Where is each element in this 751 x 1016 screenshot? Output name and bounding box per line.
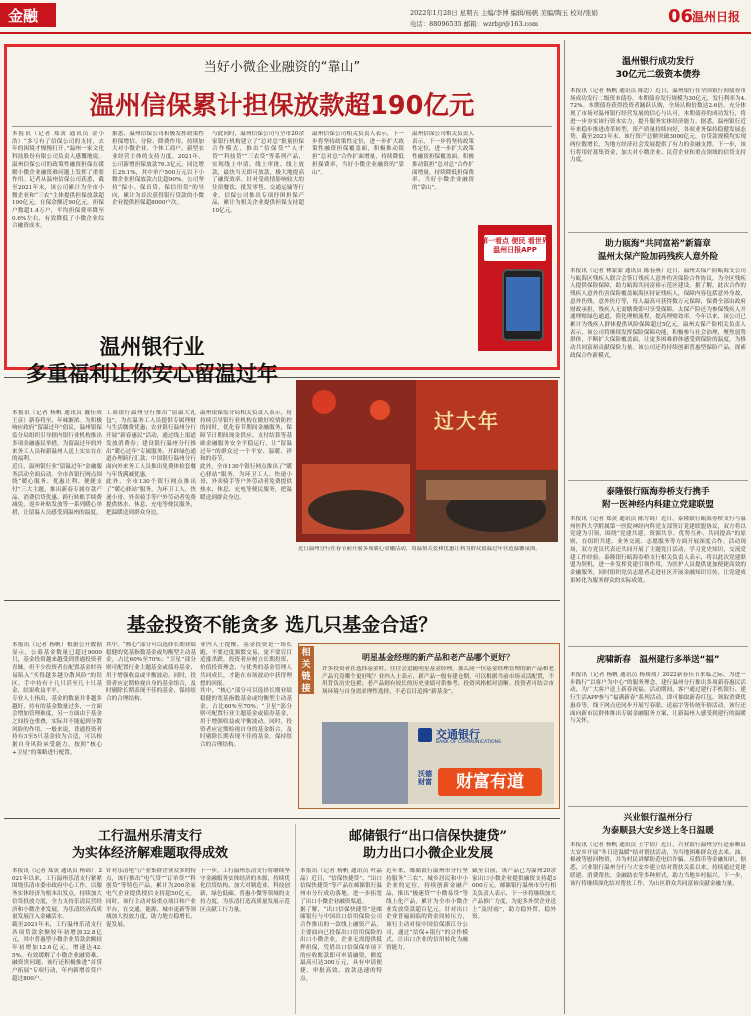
lead-kicker: 当好小微企业融资的“靠山” (203, 60, 361, 75)
app-ad-screen (506, 277, 540, 331)
header-contact: 电话：88096535 邮箱：wzrbjr@163.com (410, 20, 539, 28)
sidebar3-headline-text-1: 泰隆银行瓯海券桥支行携手 (606, 487, 710, 497)
sidebar5-headline (568, 812, 748, 838)
bocom-ad[interactable] (322, 722, 554, 804)
sidebar1-body: 本报讯（记者 杨帆 通讯员 陈思）近日，温州银行在全国银行间债券市场成功发行二级资本债券。本期债券发行规模为30亿元，发行利率为4.72%。本期债券获得投资者踊跃认购，全场认购倍数达2.6倍，充分体现了市场对温州银行经营发展的信心与认可。本期债券的成功发行，将进一步夯实该行资本实力，提升服务实体经济能力。据悉，温州银行近年来稳步推进改革转型，资产质量持续向好，各项业务保持稳健发展态势。截至2021年末，该行资产总额突破3000亿元，存贷款规模均实现两位数增长，为地方经济社会发展提供了有力的金融支撑。下一步，该行将用好募集资金，加大对小微企业、民营企业和重点领域的信贷支持力度。 (570, 88, 746, 164)
story2-col3 (200, 410, 292, 578)
story2-headline-text-1: 温州银行业 (99, 334, 205, 359)
sidebar-rule (568, 232, 748, 233)
lead-body-col4 (312, 131, 404, 363)
story4-col2 (106, 868, 196, 1014)
lead-body-col1 (12, 131, 104, 363)
story5-paragraph: 近年来，邮储银行温州市分行坚持服务“三农”、城乡居民和中小企业的定位，持续创新金融产品，推出“极速贷”“小微易贷”等线上化产品，累计为全市小微企业发放贷款超百亿元。针对出口企业普遍面临的资金周转压力，该行主动对接中国信保浙江分公司，通过“信保+银行”的合作模式，让出口企业的信用转化为融资能力。 (386, 868, 468, 952)
story3-paragraph: 其中，“核心”部分可以选择长期业绩稳健的宽基指数基金或均衡型主动基金，占比60%至70%；“卫星”部分则可配置行业主题基金或债券基金，用于增强收益或平衡波动。同时，投资者应定期检视自身的基金组合，及时剔除长期表现不佳的基金，保持组合的合理结构。 (200, 688, 292, 749)
bocom-ad-photo (322, 722, 408, 804)
crowd-photo (308, 490, 404, 530)
story2-headline-text-2: 多重福利让你安心留温过年 (26, 361, 278, 386)
story3-paragraph: 业内人士提醒，基金投资是一场长跑，不要过度频繁交易，更不要盲目追涨杀跌。投资者应树立长期投资、价值投资理念，与优秀的基金管理人共同成长，才能在市场波动中获得理想的回报。 (200, 642, 292, 687)
story3-paragraph: 专业人士指出，基金的数量并非越多越好，持有的基金数量过多，一方面会增加管理难度，另一方面由于基金之间持仓重叠，实际并不能起到分散风险的作用。一般来说，普通投资者持有3至5只基金较为合适，可以根据自身风险承受能力，按照“核心+卫星”的策略进行配置。 (12, 695, 102, 756)
sidebar2-headline-text-1: 助力瓯海“共同富裕”新篇章 (605, 239, 711, 249)
story3-paragraph: 本报讯（记者 杨帆）根据公开数据显示，公募基金数量已超过9000只，基金投资越来越受到普通投资者青睐。但不少投资者在配置基金时容易陷入“买得越多越分散风险”的误区，手中持有十几只甚至几十只基金，结果收益平平。 (12, 642, 102, 695)
sidebar2-headline (568, 238, 748, 264)
story3-headline: 基金投资不能贪多 选几只基金合适？ (126, 614, 438, 636)
counter-photo (426, 480, 546, 500)
story5-col2 (386, 868, 468, 1014)
story4-paragraph: 针对乐清电气产业集群企业众多的特点，该行推出“电气贷”“订单贷”“科创贷”等特色产品，累计为200余家电气企业提供授信支持超50亿元。同时，该行主动对接重点项目和产业平台，在交通、能源、城市更新等领域加大投放力度，助力地方稳增长、促发展。 (106, 868, 196, 928)
sidebar4-headline: 虎啸新春 温州建行多举送“福” (596, 655, 720, 665)
lantern-icon (312, 390, 336, 414)
story5-headline (300, 828, 556, 863)
story2-paragraph: 工商银行温州分行推出“留温大礼包”，为在温务工人员提供专属理财与生活缴费优惠；农业银行温州分行开展“新春惠民”活动，通过线上渠道发放消费券；建设银行温州分行推出“暖心过年”专属服务，开辟绿色通道办理跨行汇款；中国银行温州分行面向外来务工人员推出免费体检套餐与年货满减优惠。 (106, 410, 196, 478)
sidebar3-body: 本报讯（记者 郑黄 通讯员 陈方绮）近日，泰隆银行瓯海券桥支行与温州医科大学附属第一医院神经内科党支部签订党建联盟协议，双方将以党建为引领，围绕“党建共建、资源共享、优势互补、共同提高”的原则，在组织共建、业务交流、志愿服务等方面开展深度合作。活动现场，双方党员代表还共同开展了主题党日活动，学习党史知识，交流党建工作经验。泰隆银行瓯海券桥支行相关负责人表示，将以此次党建联盟为契机，进一步发挥党建引领作用，为医护人员提供更加便捷高效的金融服务，同时组织党员志愿者走进社区开展金融知识宣传，让党建成果转化为服务群众的实际成效。 (570, 516, 746, 584)
section-title: 金融 (8, 7, 39, 25)
story3-paragraph: 其中，“核心”部分可以选择长期业绩稳健的宽基指数基金或均衡型主动基金，占比60%至70%；“卫星”部分则可配置行业主题基金或债券基金，用于增强收益或平衡波动。同时，投资者应定期检视自身的基金组合，及时剔除长期表现不佳的基金，保持组合的合理结构。 (106, 642, 196, 702)
lead-paragraph: 温州信保公司相关负责人表示，下一步将坚持政策性定位，进一步扩大政策性融资担保覆盖面，积极推动银担“总对总”合作扩面增量，持续降低担保费率，当好小微企业融资的“靠山”。 (412, 131, 474, 191)
sidebar1-headline (568, 56, 748, 82)
section-divider (4, 600, 560, 601)
sidebar1-headline-text-1: 温州银行成功发行 (621, 57, 694, 67)
header-date-line: 2022年1月28日 星期五 主编/李博 编辑/杨帆 美编/陶玉 校对/张娟 (410, 9, 598, 17)
story5-paragraph: 截至目前，该产品已为温州20余家出口小微企业提供融资支持超3000万元。邮储银行温州市分行相关负责人表示，下一步将继续加大产品推广力度，为更多外贸企业送上“及时雨”，助力稳外贸、稳外资。 (472, 868, 556, 921)
festival-sign-text: 过大年 (434, 409, 500, 433)
story4-col3 (200, 868, 290, 1014)
story2-headline (12, 334, 292, 388)
story2-paragraph: 近日，温州银行业“留温过年”金融服务活动全面启动。全市各银行网点围绕“暖心服务、优惠让利、便捷支付”三大主题，推出新春专属存款产品、消费信贷优惠、跨行转账手续费减免、返乡补贴发放等一系列暖心举措，让留温人员感受到温州的温度。 (12, 463, 102, 517)
sidebar3-headline (568, 486, 748, 512)
story4-paragraph: 截至2021年末，工行温州乐清支行各项贷款余额较年初增加32.8亿元，其中普惠型小微企业贷款余额较年初增加12.6亿元，增速达42.5%，有效缓解了小微企业融资难、融资贵问题。该行还积极推进“首贷户拓展”专项行动，年内新增首贷户超过800户。 (12, 921, 102, 982)
related-link-body: 许多投资者在选择基金时，往往会追随明星基金经理。那么同一位基金经理管理的新产品和老产品究竟哪个更好呢？业内人士表示，新产品一般有建仓期，可以根据当前市场灵活配置，不用背负历史包袱；老产品则有较长的历史业绩可供参考，投资风格相对清晰。投资者可结合市场环境与自身需求理性选择，不必盲目追捧“新基金”。 (322, 666, 554, 696)
paper-name: 温州日报 (692, 10, 741, 24)
lantern-icon (370, 400, 390, 420)
sidebar-rule (568, 480, 748, 481)
story2-paragraph: 温州银保监分局相关负责人表示，将持续引导银行业机构在做好疫情防控的同时，优化春节期间金融服务，保障节日期间现金供应、支付结算等基础金融服务安全平稳运行，让“留温过年”的群众过一个平安、温暖、祥和的春节。 (200, 410, 292, 463)
sidebar5-headline-text-2: 为泰顺县大安乡送上冬日温暖 (602, 826, 714, 836)
story5-headline-text-2: 助力出口小微企业发展 (362, 846, 493, 861)
story4-headline (8, 828, 292, 863)
sidebar2-body: 本报讯（记者 林蒙蒙 通讯员 陈春燕）近日，温州太保产险瓯海支公司与瓯海区残疾人联合会签订残疾人意外伤害保险合作协议，为全区残疾人提供保险保障，助力瓯海共同富裕示范区建设。据了解，此次合作的残疾人意外伤害保险覆盖瓯海区持证残疾人，保障内容包括意外身故、意外伤残、意外医疗等，每人最高可获得数万元保障，保费全部由政府财政承担，残疾人无需缴费即可享受保障。太保产险还为参保残疾人开通理赔绿色通道，简化理赔流程，提高理赔效率。今年以来，该公司已累计为残疾人群体提供风险保障超过5亿元。温州太保产险相关负责人表示，该公司将继续发挥保险保障功能，积极参与社会治理，聚焦弱势群体，不断扩大保险覆盖面，让更多困难群体感受到保险的温度，为推动共同富裕贡献保险力量。该公司还将持续创新普惠型保险产品，探索政保合作新模式。 (570, 268, 746, 359)
sidebar-divider (564, 40, 565, 1014)
story5-col1 (300, 868, 382, 1014)
lead-paragraph: 据悉，温州信保公司积极发挥政策性担保增信、分险、降费作用，持续加大对小微企业、个体工商户、新型农业经营主体的支持力度。2021年，公司新增担保放款76.3亿元，同比增长29.1%，其中单户500万元以下小微企业担保放款占比超90%。公司坚持“保小、保首贷、保信用贷”的导向，累计为首次获得银行贷款的小微企业提供担保超8000户次。 (112, 131, 204, 207)
page-header (0, 0, 751, 34)
lead-body-col5 (412, 131, 474, 363)
page-number: 06 (668, 6, 694, 27)
story4-paragraph: 本报讯（记者 郑黄 通讯员 杨锦） 2021年以来，工行温州乐清支行紧紧围绕乐清市委市政府中心工作，以服务实体经济为根本出发点，持续加大信贷投放力度，全力支持乐清民营经济和小微企业发展，为乐清经济高质量发展注入金融活水。 (12, 868, 102, 921)
story2-paragraph: 此外，全市130个银行网点推出了“暖心驿站”服务，为环卫工人、快递小哥、外卖骑手等户外劳动者免费提供热水、休息、充电等便民服务，把温暖送到群众身边。 (106, 479, 196, 517)
story4-paragraph: 下一步，工行温州乐清支行将继续坚守金融服务实体经济的本源，持续优化信贷结构，加大对制造业、科技创新、绿色低碳、普惠小微等领域的支持力度，为乐清打造高质量发展示范区贡献工行力量。 (200, 868, 290, 913)
lead-divider (12, 126, 552, 127)
story2-col2 (106, 410, 196, 578)
story4-headline-text-1: 工行温州乐清支行 (97, 829, 202, 844)
lead-paragraph: 温州信保公司相关负责人表示，下一步将坚持政策性定位，进一步扩大政策性融资担保覆盖面，积极推动银担“总对总”合作扩面增量，持续降低担保费率，当好小微企业融资的“靠山”。 (312, 131, 404, 176)
sidebar1-headline-text-2: 30亿元二级资本债券 (615, 70, 701, 80)
story4-headline-text-2: 为实体经济解难题取得成效 (71, 846, 228, 861)
column-divider (295, 824, 296, 1014)
sidebar2-headline-text-2: 温州太保产险加码残疾人意外险 (597, 252, 719, 262)
story5-col3 (472, 868, 556, 1014)
story2-col1 (12, 410, 102, 578)
bocom-slogan: 财富有道 (438, 768, 542, 796)
sidebar5-body: 本报讯（记者 杨帆 通讯员 王宇倩）近日，兴业银行温州分行赴泰顺县大安乡开展“冬日送温暖”结对帮扶活动，为当地困难群众送去米、油、棉被等慰问物资，并为村民讲解防范电信诈骗、反假币等金融知识。据悉，兴业银行温州分行与大安乡建立结对帮扶关系以来，持续通过党建联建、消费帮扶、金融助农等多种形式，助力当地乡村振兴。下一步，该行将继续深化结对帮扶工作，为山区群众共同富裕贡献金融力量。 (570, 842, 746, 887)
app-ad-text: 第一看点 便民 看世界 温州日报APP (481, 237, 549, 254)
bocom-slogan-small: 沃德财富 (418, 770, 432, 786)
story5-paragraph: 本报讯（记者 杨帆 通讯员 叶晶晶）近日，“信保快捷贷”、“出口信保快捷贷”等产品在邮储银行温州市分行成功落地，进一步拓宽了出口小微企业融资渠道。 (300, 868, 382, 905)
bocom-name-en: BANK OF COMMUNICATIONS (436, 740, 501, 745)
story3-col3 (200, 642, 292, 810)
lead-body-col2 (112, 131, 204, 363)
story5-paragraph: 据了解，“出口信保快捷贷”是邮储银行与中国出口信用保险公司合作推出的一款线上融资产品，主要面向已投保出口信用保险的出口小微企业。企业无需提供抵押担保，凭借出口信保保单项下的应收账款即可申请融资，额度最高可达300万元，具有申请便捷、审批高效、放款迅速的特点。 (300, 906, 382, 982)
related-link-title: 明星基金经理的新产品和老产品哪个更好？ (362, 653, 514, 662)
bocom-logo-icon (418, 728, 432, 742)
sidebar3-headline-text-2: 附一医神经内科建立党建联盟 (602, 500, 714, 510)
lead-paragraph: 本报讯（记者 郑黄 通讯员 金小浩）“多亏有了信保公司的支持，去年的困境才慢慢打开。”温州一家文化科技股份有限公司负责人感慨地说。温州信保公司的政策性融资担保在缓解小微企业融资难问题上发挥了重要作用。记者从温州信保公司获悉，截至2021年末，该公司累计为全市小微企业和“三农”主体提供担保放款超190亿元，在保余额近90亿元，担保户数超1.4万户，平均担保费率降至0.6%左右，有效降低了小微企业综合融资成本。 (12, 131, 104, 230)
story2-paragraph: 本报讯（记者 杨帆 通讯员 戴佳成 王彦）新春将至，年味渐浓。为积极响应政府“留温过年”倡议，温州银保监分局组织引导辖内银行业机构推出多项金融惠民举措，为留温过年的外来务工人员和新温州人送上实实在在的福利。 (12, 410, 102, 463)
story3-col2 (106, 642, 196, 810)
section-divider (4, 818, 560, 819)
bocom-name: 交通银行 (436, 728, 480, 741)
related-link-tag: 相关链接 (298, 646, 314, 694)
story2-paragraph: 此外，全市130个银行网点推出了“暖心驿站”服务，为环卫工人、快递小哥、外卖骑手等户外劳动者免费提供热水、休息、充电等便民服务，把温暖送到群众身边。 (200, 463, 292, 501)
sidebar4-body: 本报讯（记者 杨帆 通讯员 杨琰琰）2022新春佳节来临之际，为进一步践行“以客户为中心”的服务理念，建行温州分行推出多项新春惠民活动，为广大客户送上新春祝福。活动期间，客户通过建行手机银行、建行生活APP参与“福满新春”系列活动，即可抽取新春红包、领取消费优惠券等，线下网点还同步开展写春联、送福字等传统年俗活动。该行还面向新市民群体推出专属金融服务方案，让新温州人感受到建行的温暖与关怀。 (570, 672, 746, 725)
story3-col1 (12, 642, 102, 810)
app-ad[interactable] (478, 225, 552, 351)
lead-paragraph: 与此同时，温州信保公司与全市20余家银行机构建立了“总对总”批量担保合作模式，推出“信保贷”“人才贷”“科技贷”“三农贷”等系列产品，实现线上申请、线上审批、线上放款，最快当天即可放款，极大地提高了融资效率。针对受疫情影响较大的住宿餐饮、批发零售、交通运输等行业，信保公司推出专项纾困担保产品，累计为相关企业提供担保支持超10亿元。 (212, 131, 304, 215)
sidebar-rule (568, 806, 748, 807)
sidebar5-headline-text-1: 兴业银行温州分行 (623, 813, 693, 823)
sidebar-rule (568, 646, 748, 647)
story5-headline-text-1: 邮储银行“出口信保快捷贷” (349, 829, 507, 844)
story4-col1 (12, 868, 102, 1014)
lead-headline: 温州信保累计担保放款超190亿元 (89, 91, 475, 121)
story2-photo-caption: 近日温州分行在春节前开展多项暖心金融活动，用温情关爱和优惠让利为群众留温过年营造温馨氛围。 (298, 546, 541, 552)
lead-body-col3 (212, 131, 304, 363)
